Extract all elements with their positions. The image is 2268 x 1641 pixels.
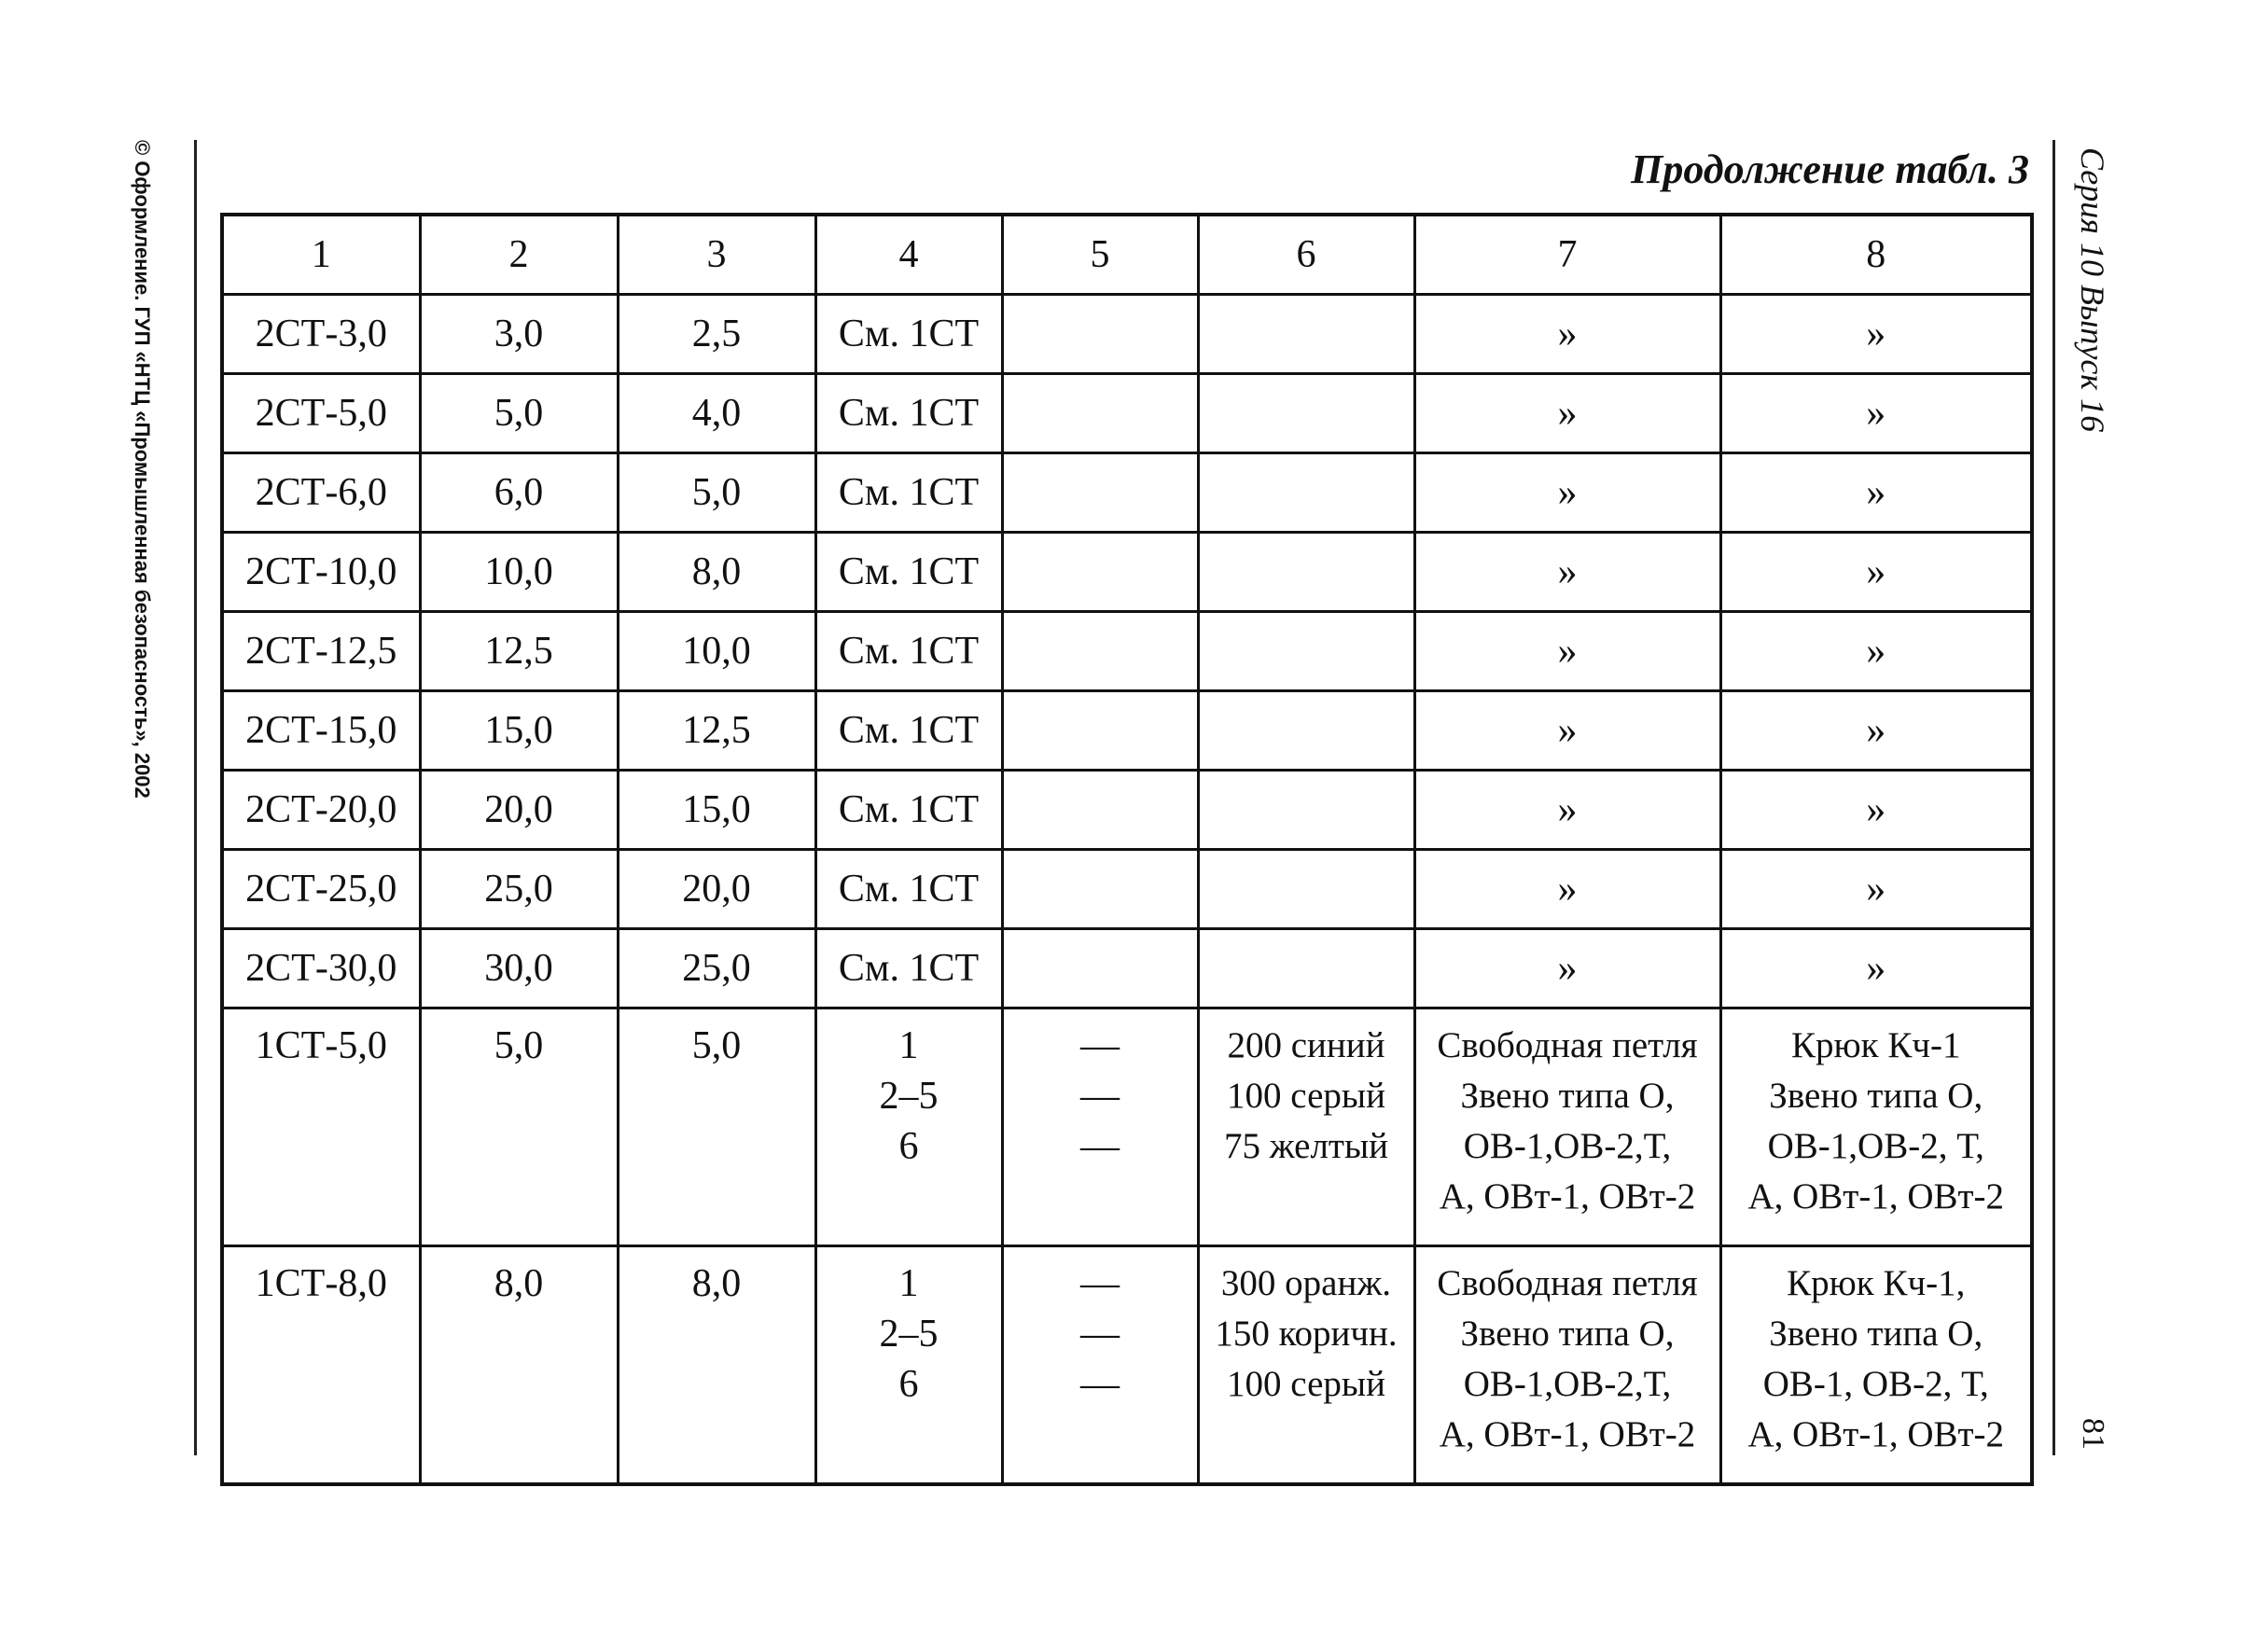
cell-line: — [1080, 1075, 1120, 1118]
table-cell: 2СТ-5,0 [222, 374, 420, 453]
table-cell [1720, 1008, 2032, 1246]
table-cell: » [1720, 771, 2032, 850]
table-cell: » [1720, 691, 2032, 771]
cell-line: Свободная петля [1437, 1263, 1698, 1303]
table-cell: » [1720, 612, 2032, 691]
table-cell [1198, 1008, 1414, 1246]
cell-line: 6 [898, 1125, 919, 1168]
table-cell: 8,0 [618, 1246, 815, 1485]
table-cell: 12,5 [618, 691, 815, 771]
table-row [222, 453, 2032, 533]
table-cell [1002, 453, 1198, 533]
table-row [222, 1008, 2032, 1246]
table-cell: 5,0 [420, 1008, 618, 1246]
table-cell: » [1414, 771, 1720, 850]
table-caption: Продолжение табл. 3 [1631, 146, 2029, 192]
table-cell [815, 1008, 1002, 1246]
table-cell: 2СТ-30,0 [222, 929, 420, 1008]
table-cell: » [1414, 295, 1720, 374]
table-cell: 10,0 [618, 612, 815, 691]
cell-line: Свободная петля [1437, 1025, 1698, 1065]
table-cell [1002, 850, 1198, 929]
table-cell [1198, 374, 1414, 453]
header-cell: 3 [618, 215, 815, 295]
table-cell: 25,0 [420, 850, 618, 929]
right-margin-rule [2052, 140, 2055, 1455]
table-row [222, 533, 2032, 612]
table-cell: 2СТ-3,0 [222, 295, 420, 374]
table-cell: 5,0 [420, 374, 618, 453]
table-cell: 2СТ-12,5 [222, 612, 420, 691]
table-row [222, 612, 2032, 691]
table-cell: См. 1СТ [815, 850, 1002, 929]
table-cell: » [1414, 691, 1720, 771]
table-row [222, 929, 2032, 1008]
cell-line: А, ОВт-1, ОВт-2 [1747, 1414, 2005, 1454]
table-cell: 2СТ-6,0 [222, 453, 420, 533]
table-cell: » [1720, 374, 2032, 453]
table-cell [1002, 612, 1198, 691]
table-cell: См. 1СТ [815, 295, 1002, 374]
table-row [222, 771, 2032, 850]
table-cell [1002, 533, 1198, 612]
table-cell [1414, 1008, 1720, 1246]
header-cell: 2 [420, 215, 618, 295]
table-cell: 20,0 [618, 850, 815, 929]
table-cell: 2СТ-15,0 [222, 691, 420, 771]
table-cell [1198, 1246, 1414, 1485]
table-cell [1198, 850, 1414, 929]
table-cell: 12,5 [420, 612, 618, 691]
table-cell: 30,0 [420, 929, 618, 1008]
table-cell: 1СТ-5,0 [222, 1008, 420, 1246]
cell-line: Звено типа О, [1769, 1314, 1983, 1354]
table-cell: 2СТ-20,0 [222, 771, 420, 850]
table-cell: 6,0 [420, 453, 618, 533]
table-cell: 4,0 [618, 374, 815, 453]
header-cell: 1 [222, 215, 420, 295]
cell-line: — [1080, 1363, 1120, 1406]
table-row [222, 374, 2032, 453]
table-cell [1720, 1246, 2032, 1485]
table-cell: См. 1СТ [815, 771, 1002, 850]
table-cell: 10,0 [420, 533, 618, 612]
table-cell: 2СТ-25,0 [222, 850, 420, 929]
cell-line: ОВ-1,ОВ-2,Т, [1463, 1364, 1672, 1404]
table-cell: » [1414, 374, 1720, 453]
table-cell: 8,0 [420, 1246, 618, 1485]
table-row [222, 1246, 2032, 1485]
cell-line: 1 [898, 1024, 919, 1067]
table-row [222, 691, 2032, 771]
table-cell: См. 1СТ [815, 533, 1002, 612]
table-row [222, 295, 2032, 374]
table-cell [1002, 295, 1198, 374]
cell-line: 2–5 [879, 1313, 939, 1356]
cell-line: 1 [898, 1262, 919, 1305]
table-cell [1198, 771, 1414, 850]
cell-line: А, ОВт-1, ОВт-2 [1747, 1176, 2005, 1217]
cell-line: — [1080, 1125, 1120, 1168]
header-cell: 4 [815, 215, 1002, 295]
table-cell: 8,0 [618, 533, 815, 612]
cell-line: ОВ-1,ОВ-2,Т, [1463, 1126, 1672, 1166]
header-cell: 8 [1720, 215, 2032, 295]
left-margin-rule [194, 140, 197, 1455]
table-cell [1198, 295, 1414, 374]
table-cell: 1СТ-8,0 [222, 1246, 420, 1485]
cell-line: ОВ-1, ОВ-2, Т, [1762, 1364, 1989, 1404]
cell-line: Крюк Кч-1, [1787, 1263, 1966, 1303]
table-cell [1198, 453, 1414, 533]
table-cell: 5,0 [618, 453, 815, 533]
copyright-vertical: © Оформление. ГУП «НТЦ «Промышленная безопасность», 2002 [131, 140, 154, 799]
table-cell: См. 1СТ [815, 453, 1002, 533]
page-number: 81 [2076, 1418, 2110, 1450]
cell-line: 100 серый [1227, 1364, 1385, 1404]
cell-line: — [1080, 1313, 1120, 1356]
table-cell: См. 1СТ [815, 691, 1002, 771]
cell-line: Звено типа О, [1460, 1314, 1675, 1354]
table-cell: » [1414, 453, 1720, 533]
table-cell: » [1414, 929, 1720, 1008]
table-cell: » [1720, 533, 2032, 612]
table-cell: » [1720, 929, 2032, 1008]
table-cell [1198, 533, 1414, 612]
cell-line: Звено типа О, [1769, 1076, 1983, 1116]
table-cell: » [1720, 295, 2032, 374]
table-cell [815, 1246, 1002, 1485]
table-cell: » [1414, 533, 1720, 612]
cell-line: А, ОВт-1, ОВт-2 [1439, 1176, 1696, 1217]
header-cell: 7 [1414, 215, 1720, 295]
table-cell [1002, 1008, 1198, 1246]
table-cell: 2СТ-10,0 [222, 533, 420, 612]
table-cell [1002, 929, 1198, 1008]
table-cell: См. 1СТ [815, 929, 1002, 1008]
cell-line: Крюк Кч-1 [1791, 1025, 1961, 1065]
table-cell [1002, 691, 1198, 771]
table-cell: 2,5 [618, 295, 815, 374]
cell-line: 75 желтый [1223, 1126, 1389, 1166]
cell-line: 6 [898, 1363, 919, 1406]
series-vertical: Серия 10 Выпуск 16 [2074, 147, 2111, 433]
table-cell: 3,0 [420, 295, 618, 374]
table-cell: 15,0 [618, 771, 815, 850]
table-cell: См. 1СТ [815, 374, 1002, 453]
table-cell: 15,0 [420, 691, 618, 771]
table-cell: 20,0 [420, 771, 618, 850]
table-cell [1414, 1246, 1720, 1485]
cell-line: — [1080, 1262, 1120, 1305]
cell-line: 150 коричн. [1215, 1314, 1398, 1354]
table-cell: 5,0 [618, 1008, 815, 1246]
table-cell [1002, 1246, 1198, 1485]
cell-line: Звено типа О, [1460, 1076, 1675, 1116]
cell-line: А, ОВт-1, ОВт-2 [1439, 1414, 1696, 1454]
cell-line: ОВ-1,ОВ-2, Т, [1767, 1126, 1984, 1166]
cell-line: 300 оранж. [1220, 1263, 1392, 1303]
table-cell: 25,0 [618, 929, 815, 1008]
table-cell [1198, 929, 1414, 1008]
header-cell: 6 [1198, 215, 1414, 295]
header-row [222, 215, 2032, 295]
cell-line: 2–5 [879, 1075, 939, 1118]
cell-line: — [1080, 1024, 1120, 1067]
table-cell [1002, 374, 1198, 453]
table-cell: » [1414, 612, 1720, 691]
cell-line: 100 серый [1227, 1076, 1385, 1116]
table-cell: » [1720, 453, 2032, 533]
table-cell: » [1414, 850, 1720, 929]
table-cell: » [1720, 850, 2032, 929]
table-cell [1198, 691, 1414, 771]
table-cell [1002, 771, 1198, 850]
header-cell: 5 [1002, 215, 1198, 295]
table-cell: См. 1СТ [815, 612, 1002, 691]
table-cell [1198, 612, 1414, 691]
cell-line: 200 синий [1227, 1025, 1385, 1065]
table-row [222, 850, 2032, 929]
data-table [220, 213, 2034, 1486]
